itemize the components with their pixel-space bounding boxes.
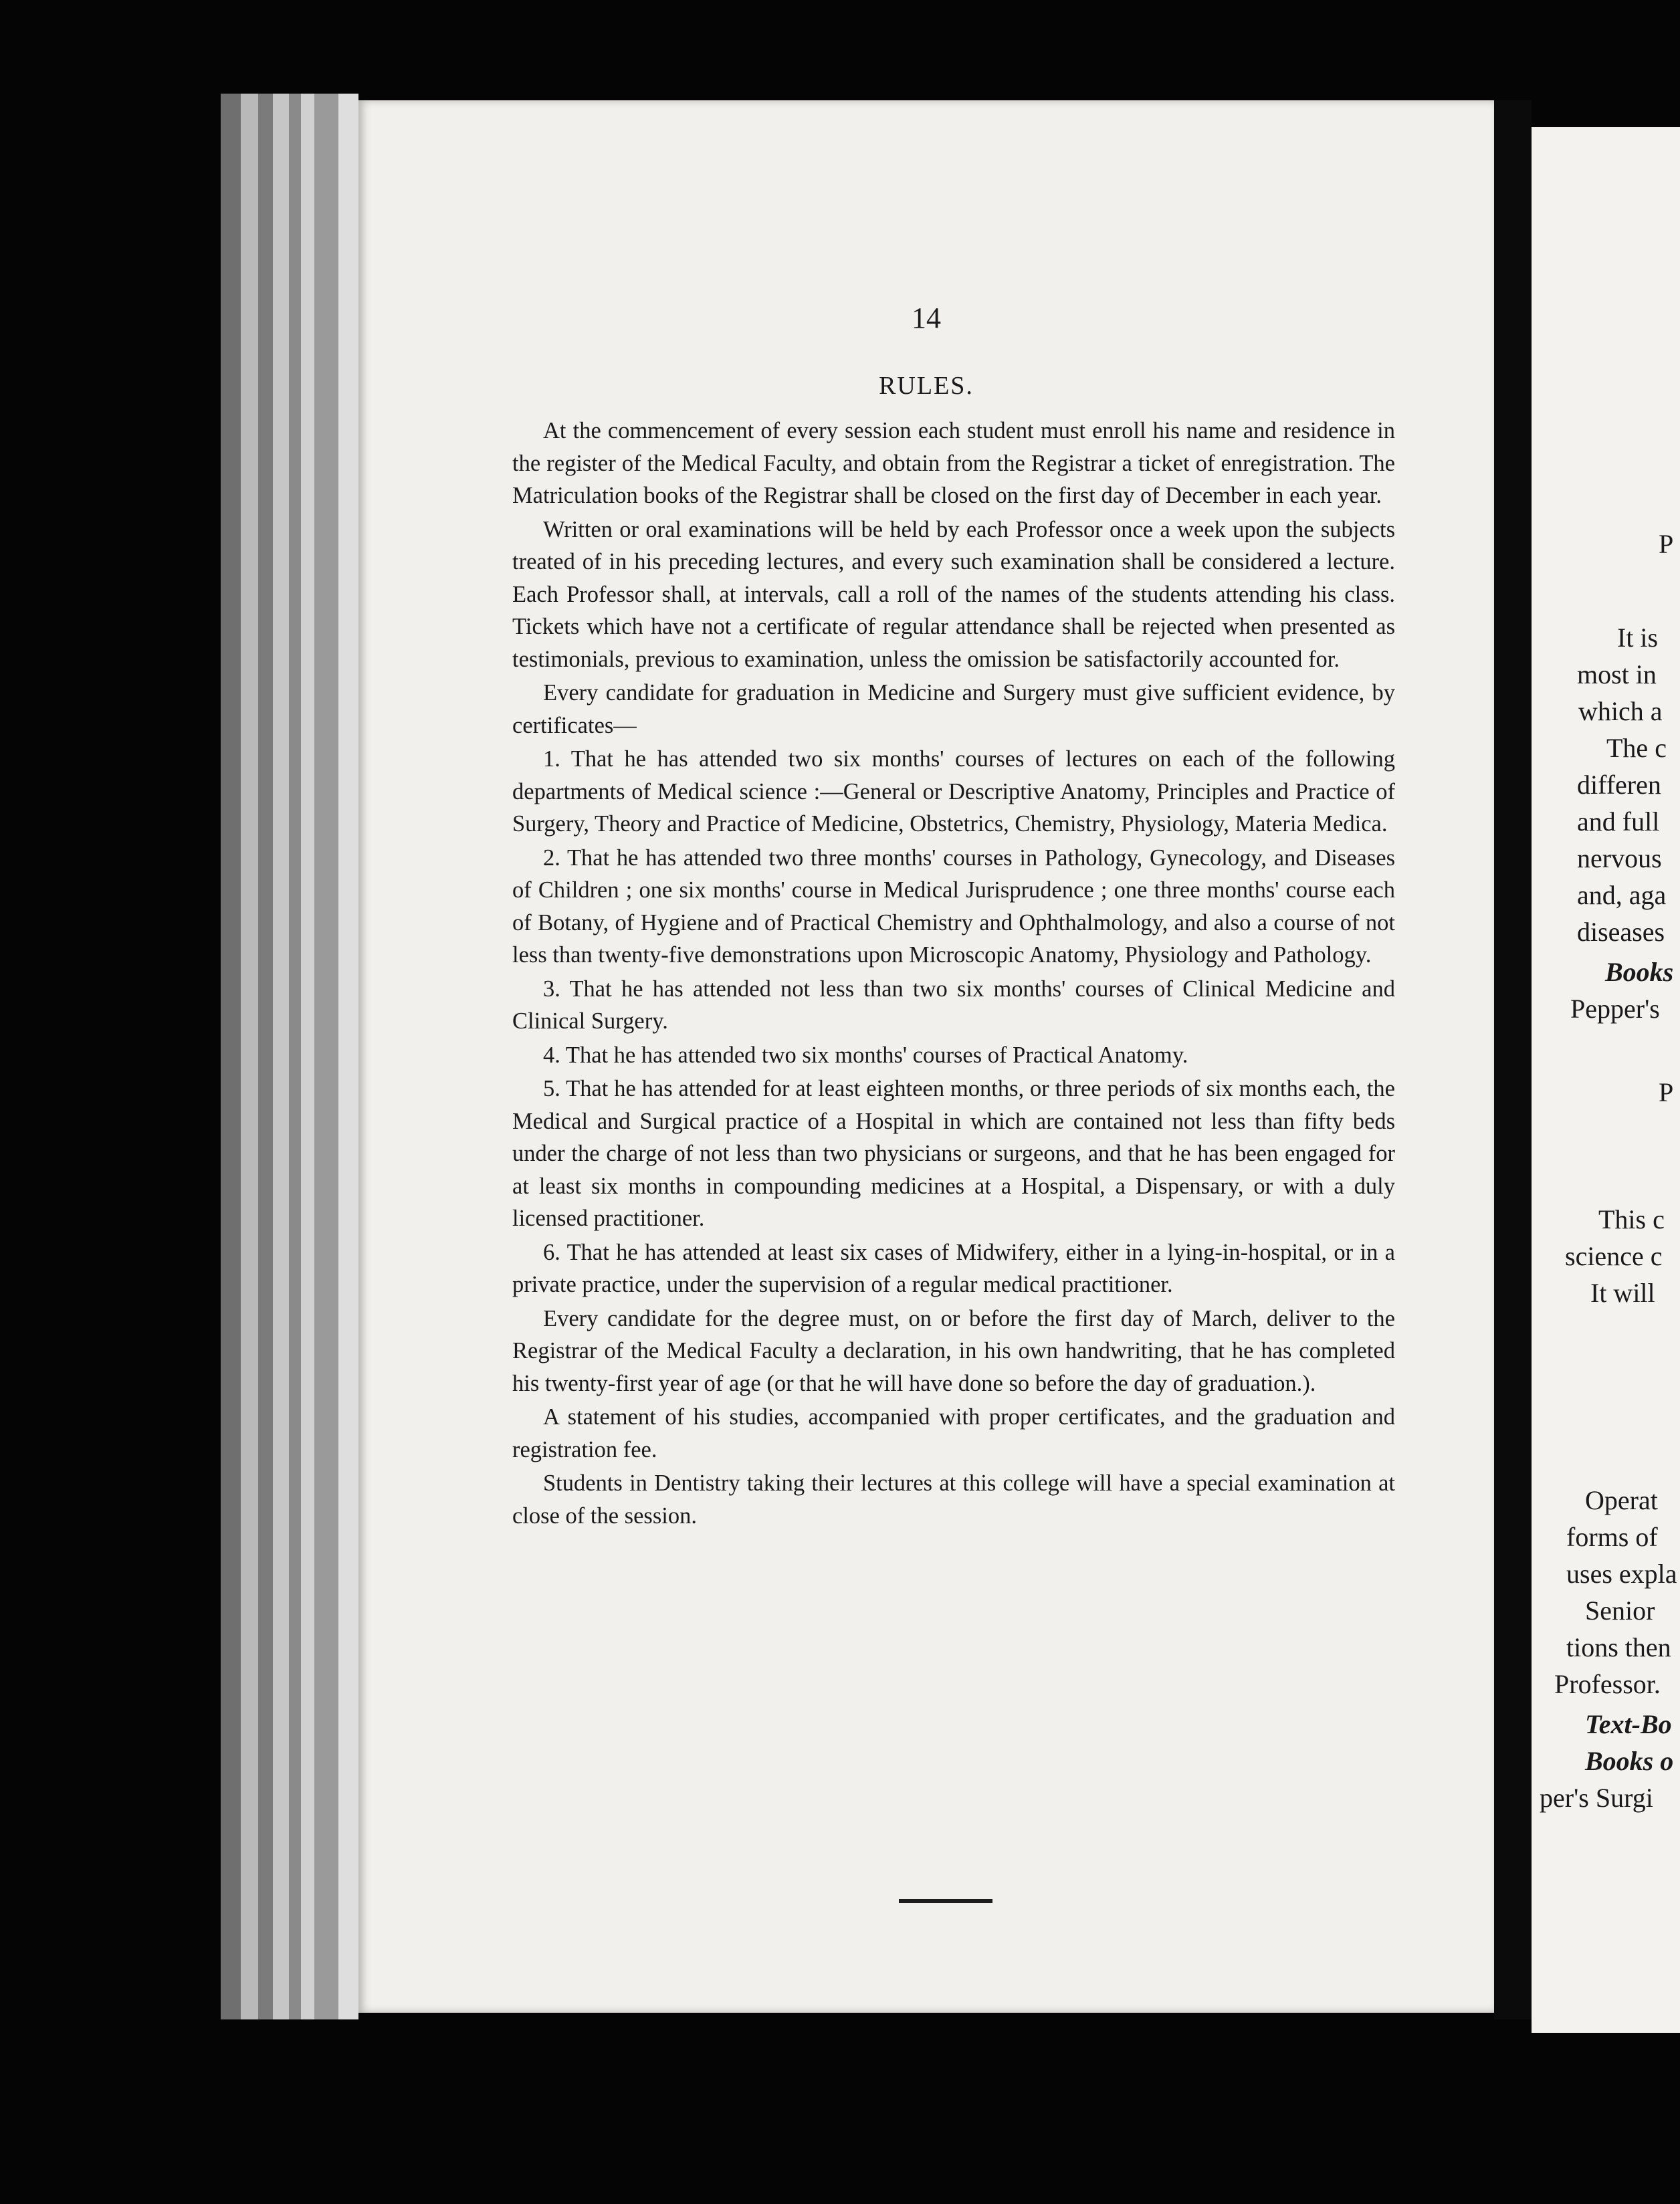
paragraph-declaration: Every candidate for the degree must, on or before the first day of March, deliver to the Registrar of the Medical Faculty a declaration, in his own handwriting, that he has completed his twenty-first year of age (or that he will have done so before the day of graduation.). [512, 1305, 1395, 1396]
right-line: Pepper's [1570, 994, 1660, 1024]
right-line: most in [1577, 659, 1657, 689]
right-page-fragment [1532, 127, 1680, 2033]
rule-item-3: 3. That he has attended not less than two six months' courses of Clinical Medicine and Clinical Surgery. [512, 976, 1395, 1034]
page-edge [314, 94, 338, 2019]
right-line: science c [1565, 1241, 1663, 1271]
right-line: The c [1606, 733, 1667, 763]
paragraph-examinations: Written or oral examinations will be held by each Professor once a week upon the subjects treated of in his preceding lectures, and every such examination shall be considered a lecture. Each Professor shall, at intervals, call a roll of the names of the students attending his class. Tickets which have not a certificate of regular attendance shall be rejected when presented as testimonials, previous to examination, unless the omission be satisfactorily accounted for. [512, 516, 1395, 672]
right-line: differen [1577, 770, 1661, 800]
section-heading: RULES. [879, 372, 974, 400]
page-edge [273, 94, 289, 2019]
right-line: It is [1617, 623, 1659, 653]
right-line: Books [1605, 957, 1674, 987]
right-line: Books o [1585, 1746, 1674, 1776]
rule-item-6: 6. That he has attended at least six cases of Midwifery, either in a lying-in-hospital, or in a private practice, under the supervision of a regular medical practitioner. [512, 1239, 1395, 1297]
closing-rule-divider [899, 1899, 992, 1903]
right-line: P [1659, 529, 1674, 559]
page-edge [338, 94, 358, 2019]
rule-item-5: 5. That he has attended for at least eighteen months, or three periods of six months each, the Medical and Surgical practice of a Hospital in which are contained not less than fifty beds under the charge of not less than two physicians or surgeons, and that he has been engaged for at least six months in compounding medicines at a Hospital, a Dispensary, or with a duly licensed practitioner. [512, 1076, 1395, 1231]
paragraph-graduation-intro: Every candidate for graduation in Medicine and Surgery must give sufficient evidence, by certificates— [512, 680, 1395, 738]
page-edge [258, 94, 273, 2019]
right-line: Senior [1585, 1595, 1655, 1626]
right-line: diseases [1577, 917, 1665, 947]
right-line: Operat [1585, 1485, 1658, 1515]
right-line: and full [1577, 806, 1660, 837]
right-line: It will [1590, 1278, 1655, 1308]
rule-item-2: 2. That he has attended two three months' courses in Pathology, Gynecology, and Diseases of Children ; one six months' course in Medical Jurisprudence ; one three months' course each of Botany, of Hygiene and of Practical Chemistry and Ophthalmology, and also a course of not less than twenty-five demonstrations upon Microscopic Anatomy, Physiology and Pathology. [512, 845, 1395, 968]
rules-body [512, 415, 1395, 1533]
right-line: Text-Bo [1585, 1709, 1672, 1739]
page-edge [221, 94, 241, 2019]
right-line: uses expla [1566, 1559, 1677, 1589]
page-edge [241, 94, 258, 2019]
page-edge [301, 94, 314, 2019]
right-line: P [1659, 1077, 1674, 1107]
right-line: This c [1598, 1204, 1665, 1234]
right-line: tions then [1566, 1632, 1671, 1662]
book-gutter [1494, 100, 1532, 2019]
right-line: per's Surgi [1540, 1783, 1653, 1813]
right-line: and, aga [1577, 880, 1667, 910]
page-number: 14 [912, 302, 941, 334]
rule-item-1: 1. That he has attended two six months' courses of lectures on each of the following departments of Medical science :—General or Descriptive Anatomy, Principles and Practice of Surgery, Theory and Practice of Medicine, Obstetrics, Chemistry, Physiology, Materia Medica. [512, 746, 1395, 837]
page-edge [289, 94, 301, 2019]
rule-item-4: 4. That he has attended two six months' courses of Practical Anatomy. [543, 1042, 1188, 1068]
paragraph-enrollment: At the commencement of every session each student must enroll his name and residence in the register of the Medical Faculty, and obtain from the Registrar a ticket of enregistration. The Matriculation books of the Registrar shall be closed on the first day of December in each year. [512, 418, 1395, 508]
right-line: nervous [1577, 843, 1662, 873]
paragraph-statement: A statement of his studies, accompanied with proper certificates, and the graduation and registration fee. [512, 1404, 1395, 1462]
paragraph-dentistry: Students in Dentistry taking their lectures at this college will have a special examination at close of the session. [512, 1470, 1395, 1529]
right-line: which a [1578, 696, 1663, 726]
right-line: Professor. [1554, 1669, 1661, 1699]
left-page [358, 100, 1494, 2013]
right-line: forms of [1566, 1522, 1658, 1552]
